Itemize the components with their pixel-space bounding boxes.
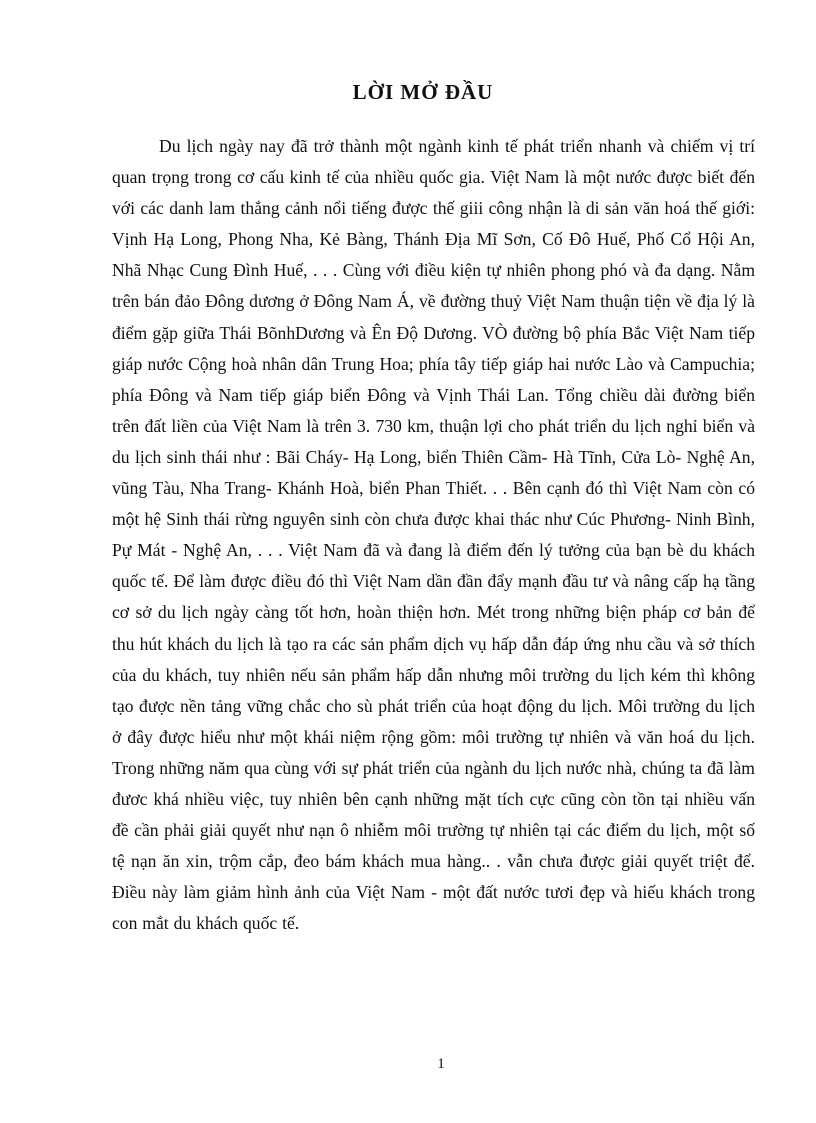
page-title: LỜI MỞ ĐẦU bbox=[352, 80, 494, 104]
page-number: 1 bbox=[437, 1056, 445, 1072]
body-paragraph: Du lịch ngày nay đã trở thành một ngành kinh tế phát triển nhanh và chiếm vị trí quan trọng trong cơ cấu kinh tế của nhiều quốc gia. Việt Nam là một nước được biết đến với các danh lam thắng cảnh nổi tiếng được thế giii công nhận là di sản văn hoá thế giới: Vịnh Hạ Long, Phong Nha, Kẻ Bàng, Thánh Địa Mĩ Sơn, Cố Đô Huế, Phố Cổ Hội An, Nhã Nhạc Cung Đình Huế, . . . Cùng với điều kiện tự nhiên phong phó và đa dạng. Nằm trên bán đảo Đông dương ở Đông Nam Á, về đường thuỷ Việt Nam thuận tiện về địa lý là điểm gặp giữa Thái BõnhDương và Ên Độ Dương. VÒ đường bộ phía Bắc Việt Nam tiếp giáp nước Cộng hoà nhân dân Trung Hoa; phía tây tiếp giáp hai nước Lào và Campuchia; phía Đông và Nam tiếp giáp biển Đông và Vịnh Thái Lan. Tổng chiều dài đường biển trên đất liền của Việt Nam là trên 3. 730 km, thuận lợi cho phát triển du lịch nghỉ biển và du lịch sinh thái như : Bãi Cháy- Hạ Long, biển Thiên Cầm- Hà Tĩnh, Cửa Lò- Nghệ An, vũng Tàu, Nha Trang- Khánh Hoà, biển Phan Thiết. . . Bên cạnh đó thì Việt Nam còn có một hệ Sinh thái rừng nguyên sinh còn chưa được khai thác như Cúc Phương- Ninh Bình, Pự Mát - Nghệ An, . . . Việt Nam đã và đang là điểm đến lý tưởng của bạn bè du khách quốc tế. Để làm được điều đó thì Việt Nam dần đần đẩy mạnh đầu tư và nâng cấp hạ tầng cơ sở du lịch ngày càng tốt hơn, hoàn thiện hơn. Mét trong những biện pháp cơ bản để thu hút khách du lịch là tạo ra các sản phẩm dịch vụ hấp dẫn đáp ứng nhu cầu và sở thích của du khách, tuy nhiên nếu sản phẩm hấp dẫn nhưng môi trường du lịch kém thì không tạo được nền tảng vững chắc cho sù phát triển của hoạt động du lịch. Môi trường du lịch ở đây được hiểu như một khái niệm rộng gồm: môi trường tự nhiên và văn hoá du lịch. Trong những năm qua cùng với sự phát triển của ngành du lịch nước nhà, chúng ta đã làm đươc khá nhiều việc, tuy nhiên bên cạnh những mặt tích cực cũng còn tồn tại nhiều vấn đề cần phải giải quyết như nạn ô nhiễm môi trường tự nhiên tại các điểm du lịch, một số tệ nạn ăn xin, trộm cắp, đeo bám khách mua hàng.. . vẫn chưa được giải quyết triệt để. Điều này làm giảm hình ảnh của Việt Nam - một đất nước tươi đẹp và hiếu khách trong con mắt du khách quốc tế. bbox=[112, 136, 755, 934]
